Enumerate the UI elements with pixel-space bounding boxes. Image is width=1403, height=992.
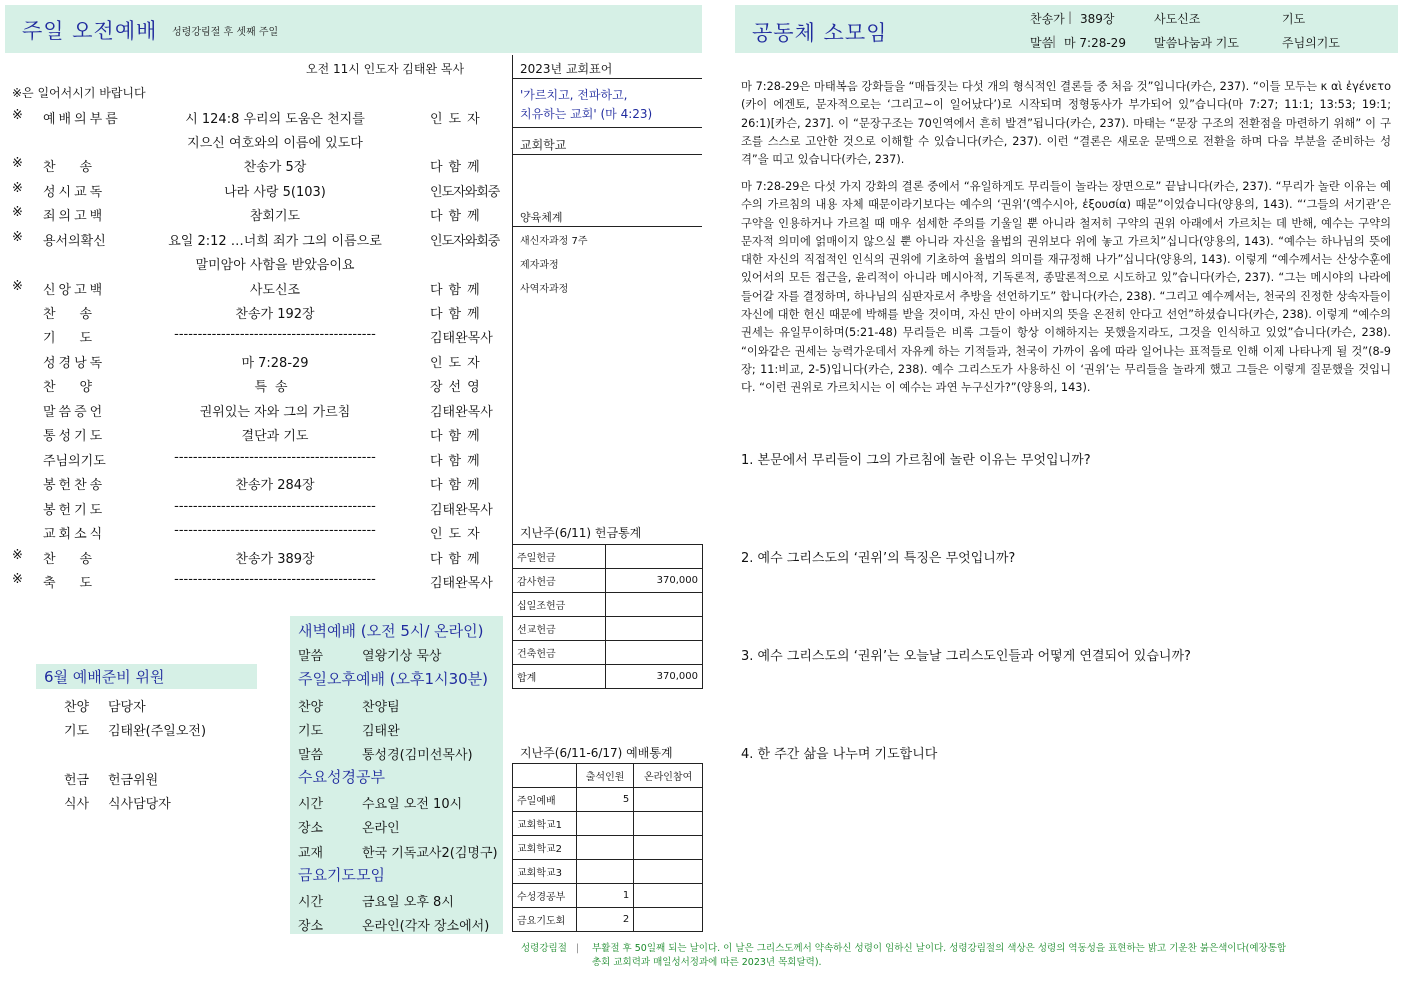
footer-label: 성령강림절 — [521, 943, 567, 954]
order-item-name: 주님의기도 — [43, 454, 106, 469]
committee-value: 헌금위원 — [108, 773, 159, 788]
study-paragraph-2: 마 7:28-29은 다섯 가지 강화의 결론 중에서 “유일하게도 무리들이 놀라는 장면으로” 끝납니다(카슨, 237). “무리가 놀란 이유는 예수의 가르침의 내용 자체 때문이라기보다는 예수의 ‘권위’(엑수시아, ἐξουσία) 때문”이었습니다(양용의, 143). “‘그들의 서기관’은 구약을 인용하거나 가르칠 때 매우 섬세한 주의를 기울일 뿐 아니라 철저히 구약의 권위 아래에서 가르치는 데 반해, 예수는 구약의 문자적 의미에 얽매이지 않으실 뿐 아니라 자신을 율법의 권위보다 위에 놓고 가르치”십니다(양용의, 143). “예수는 하나님의 뜻에 대한 자신의 직접적인 인식의 권위에 기초하여 율법의 의미를 재규정해 나가”십니다(양용의, 143). 이렇게 “예수께서는 산상수훈에 있어서의 모든 접근을, 윤리적이 아니라 메시아적, 기독론적, 종말론적으로 시도하고 있”습니다(카슨, 237). “그는 메시야의 나라에 들어갈 자를 결정하며, 하나님의 심판자로서 추방을 선언하기도” 합니다(카슨, 238). “그리고 예수께서는, 천국의 진정한 상속자들이 자신에 대한 헌신 때문에 박해를 받을 것이며, 자신 만이 아버지의 뜻을 온전히 안다고 선언”하셨습니다(카슨, 238). 이렇게 “예수의 권세는 유일무이하며(5:21-48) 무리들은 비록 그들이 항상 이해하지는 못했을지라도, 그것을 인식하고 있었”습니다(카슨, 238). “이와같은 권세는 능력가운데서 자유케 하는 기적들과, 천국이 가까이 옴에 따라 일어나는 표적들로 인해 이제 나타나게 될 것”(8-9장; 11:비교, 2-5)입니다(카슨, 238). 예수 그리스도가 사용하신 이 ‘권위’는 무리들을 놀라게 했고 그들은 이렇게 질문했을 것입니다. “이런 권위로 가르치시는 이 예수는 과연 누구신가?”(양용의, 143). — [741, 180, 1391, 395]
order-item-name: 성경낭독 — [43, 356, 106, 371]
service-label: 장소 — [298, 821, 324, 836]
footer-divider: | — [576, 943, 580, 954]
committee-label: 식사 — [64, 797, 90, 812]
order-item-name: 용서의확신 — [43, 234, 106, 249]
education-item: 사역자과정 — [520, 284, 569, 295]
order-item-leader: 인도자 — [430, 527, 486, 542]
order-item-content: ------------------------------------------- — [174, 572, 376, 587]
order-row — [10, 397, 506, 421]
order-item-name: 말씀증언 — [43, 405, 106, 420]
order-row: ※ 신앙고백 사도신조 다함께 — [10, 275, 506, 299]
order-row: ※ 축도 ------------------------------------------- 김태완목사 — [10, 568, 506, 592]
discussion-question: 2. 예수 그리스도의 ‘권위’의 특징은 무엇입니까? — [741, 551, 1016, 566]
table-row: 건축헌금 — [513, 641, 703, 665]
table-row: 선교헌금 — [513, 617, 703, 641]
order-item-content: 말미암아 사함을 받았음이요 — [195, 258, 355, 273]
order-item-leader: 다함께 — [430, 307, 486, 322]
order-item-content: ------------------------------------------- — [174, 450, 376, 465]
committee-label: 헌금 — [64, 773, 90, 788]
order-row — [10, 128, 506, 152]
service-value: 열왕기상 묵상 — [362, 649, 442, 664]
afternoon-service-title: 주일오후예배 (오후1시30분) — [298, 670, 489, 688]
header-scripture-value: 마 7:28-29 — [1064, 36, 1126, 50]
offering-table — [512, 544, 703, 689]
order-item-name: 성시교독 — [43, 185, 106, 200]
order-row — [10, 519, 506, 543]
order-divider — [512, 55, 513, 599]
order-row — [10, 348, 506, 372]
motto-rule — [512, 78, 702, 79]
order-row: ※ 예배의부름 시 124:8 우리의 도움은 천지를 인도자 — [10, 104, 506, 128]
service-label: 장소 — [298, 919, 324, 934]
service-value: 온라인(각자 장소에서) — [362, 919, 490, 934]
service-label: 찬양 — [298, 700, 324, 715]
service-value: 김태완 — [362, 724, 400, 739]
service-label: 교재 — [298, 846, 324, 861]
table-row: 십일조헌금 — [513, 593, 703, 617]
order-item-name: 기도 — [43, 331, 117, 346]
left-page-subtitle: 성령강림절 후 셋째 주일 — [172, 27, 279, 38]
order-item-leader: 다함께 — [430, 209, 486, 224]
order-item-leader: 인도자와회중 — [430, 234, 500, 249]
order-row: ※ 용서의확신 요일 2:12 …너희 죄가 그의 이름으로 인도자와회중 — [10, 226, 506, 250]
order-item-content: 지으신 여호와의 이름에 있도다 — [187, 136, 363, 151]
header-divider-2: | — [1052, 34, 1057, 48]
table-row: 주일헌금 — [513, 545, 703, 569]
footer-line-2: 총회 교회력과 매일성서정과에 따른 2023년 목회달력). — [592, 957, 822, 968]
service-value: 찬양팀 — [362, 700, 400, 715]
order-item-content: 찬송가 5장 — [243, 160, 307, 175]
order-item-leader: 다함께 — [430, 478, 486, 493]
left-page-title: 주일 오전예배 — [22, 19, 158, 43]
order-item-name: 봉헌기도 — [43, 503, 106, 518]
order-item-content: 마 7:28-29 — [241, 356, 309, 371]
service-value: 통성경(김미선목사) — [362, 748, 473, 763]
order-row — [10, 299, 506, 323]
order-item-name: 찬송 — [43, 307, 117, 322]
order-item-content: 사도신조 — [249, 283, 301, 298]
committee-label: 기도 — [64, 724, 90, 739]
committee-value: 김태완(주일오전) — [108, 724, 207, 739]
order-item-content: 권위있는 자와 그의 가르침 — [199, 405, 351, 420]
education-rule — [512, 226, 702, 227]
order-row — [10, 372, 506, 396]
service-label: 기도 — [298, 724, 324, 739]
order-item-content: ------------------------------------------- — [174, 499, 376, 514]
order-item-leader: 다함께 — [430, 552, 486, 567]
order-item-name: 예배의부름 — [43, 112, 121, 127]
motto-line-2: 치유하는 교회' (마 4:23) — [520, 107, 653, 121]
order-item-content: 나라 사랑 5(103) — [224, 185, 326, 200]
table-row: 출석인원 온라인참여 — [513, 764, 703, 788]
order-row: ※ 성시교독 나라 사랑 5(103) 인도자와회중 — [10, 177, 506, 201]
order-row: ※ 죄의고백 참회기도 다함께 — [10, 201, 506, 225]
table-row: 교회학교2 — [513, 836, 703, 860]
order-item-content: ------------------------------------------- — [174, 327, 376, 342]
footer-line-1: 부활절 후 50일째 되는 날이다. 이 날은 그리스도께서 약속하신 성령이 임하신 날이다. 성령강림절의 색상은 성령의 역동성을 표현하는 밝고 기운찬 붉은색이다(예장통합 — [592, 943, 1287, 954]
table-row: 금요기도회 2 — [513, 908, 703, 932]
order-item-leader: 김태완목사 — [430, 503, 493, 518]
order-item-content: 요일 2:12 …너희 죄가 그의 이름으로 — [168, 234, 382, 249]
service-label: 말씀 — [298, 748, 324, 763]
order-item-content: 찬송가 192장 — [235, 307, 315, 322]
service-value: 수요일 오전 10시 — [362, 797, 463, 812]
order-row — [10, 446, 506, 470]
committee-value: 담당자 — [108, 700, 146, 715]
service-label: 시간 — [298, 797, 324, 812]
wednesday-study-title: 수요성경공부 — [298, 768, 385, 786]
order-row — [10, 323, 506, 347]
header-prayer: 기도 — [1282, 12, 1306, 26]
header-hymn-label: 찬송가 — [1030, 12, 1065, 26]
school-rule — [512, 154, 702, 155]
discussion-question: 3. 예수 그리스도의 ‘권위’는 오늘날 그리스도인들과 어떻게 연결되어 있습니까? — [741, 649, 1191, 664]
order-item-content: 시 124:8 우리의 도움은 천지를 — [185, 112, 365, 127]
order-item-name: 죄의고백 — [43, 209, 106, 224]
order-item-content: 결단과 기도 — [241, 429, 309, 444]
order-item-content: 특송 — [254, 380, 296, 395]
table-row: 교회학교1 — [513, 812, 703, 836]
order-item-name: 찬송 — [43, 160, 117, 175]
attendance-table — [512, 763, 703, 932]
table-row: 합계 370,000 — [513, 665, 703, 689]
standing-note: ※은 일어서시기 바랍니다 — [12, 86, 146, 100]
order-row — [10, 250, 506, 274]
discussion-question: 1. 본문에서 무리들이 그의 가르침에 놀란 이유는 무엇입니까? — [741, 453, 1091, 468]
header-divider: | — [1068, 10, 1073, 24]
order-item-leader: 김태완목사 — [430, 576, 493, 591]
order-item-leader: 인도자와회중 — [430, 185, 500, 200]
order-row — [10, 470, 506, 494]
order-item-leader: 다함께 — [430, 429, 486, 444]
service-value: 한국 기독교사2(김명구) — [362, 846, 498, 861]
education-item: 새신자과정 7주 — [520, 236, 588, 247]
order-item-name: 통성기도 — [43, 429, 106, 444]
header-lords-prayer: 주님의기도 — [1282, 36, 1340, 50]
committee-label: 찬양 — [64, 700, 90, 715]
order-item-leader: 다함께 — [430, 160, 486, 175]
right-page-title: 공동체 소모임 — [752, 21, 888, 45]
table-row: 감사헌금 370,000 — [513, 569, 703, 593]
header-creed: 사도신조 — [1154, 12, 1201, 26]
order-item-content: 찬송가 284장 — [235, 478, 315, 493]
order-item-name: 교회소식 — [43, 527, 106, 542]
order-item-content: 참회기도 — [249, 209, 301, 224]
order-item-leader: 다함께 — [430, 454, 486, 469]
header-scripture-label: 말씀 — [1030, 36, 1054, 50]
order-item-name: 축도 — [43, 576, 117, 591]
order-item-leader: 장선영 — [430, 380, 486, 395]
friday-prayer-title: 금요기도모임 — [298, 866, 385, 884]
study-paragraph-1: 마 7:28-29은 마태복음 강화들을 “매듭짓는 다섯 개의 형식적인 결론들 중 처음 것”입니다(카슨, 237). “이들 모두는 κ αὶ ἐγένετο (카이 에겐토, 문자적으로는 ‘그리고~이 일어났다’)로 시작되며 정형동사가 부가되어 있”습니다(마 7:27; 11:1; 13:53; 19:1; 26:1)[카슨, 237]. 이 “문장구조는 70인역에서 흔히 발견”됩니다(카슨, 237). 마태는 “문장 구조의 전환점을 마련하기 위해” 이 구조를 스스로 고안한 것으로 이해할 수 있습니다(카슨, 237). 이런 “결론은 새로운 문맥으로 전환을 하며 다음 부분을 준비하는 성격”을 띠고 있습니다(카슨, 237). — [741, 80, 1391, 167]
table-row: 교회학교3 — [513, 860, 703, 884]
motto-bottom-rule — [512, 127, 702, 128]
committee-title: 6월 예배준비 위원 — [44, 668, 165, 686]
order-item-leader: 김태완목사 — [430, 331, 493, 346]
order-item-name: 봉헌찬송 — [43, 478, 106, 493]
order-item-name: 찬송 — [43, 552, 117, 567]
motto-title: 2023년 교회표어 — [520, 62, 613, 76]
order-item-name: 찬양 — [43, 380, 117, 395]
service-value: 금요일 오후 8시 — [362, 895, 454, 910]
service-time: 오전 11시 인도자 김태완 목사 — [306, 62, 465, 76]
order-item-leader: 인도자 — [430, 356, 486, 371]
motto-line-1: '가르치고, 전파하고, — [520, 88, 628, 102]
order-item-content: ------------------------------------------- — [174, 523, 376, 538]
order-row: ※ 찬송 찬송가 5장 다함께 — [10, 152, 506, 176]
table-row: 수성경공부 1 — [513, 884, 703, 908]
dawn-service-title: 새벽예배 (오전 5시/ 온라인) — [298, 622, 484, 640]
order-item-leader: 인도자 — [430, 112, 486, 127]
order-row: ※ 찬송 찬송가 389장 다함께 — [10, 544, 506, 568]
service-value: 온라인 — [362, 821, 400, 836]
order-row — [10, 421, 506, 445]
order-row — [10, 495, 506, 519]
service-label: 말씀 — [298, 649, 324, 664]
order-item-name: 신앙고백 — [43, 283, 106, 298]
committee-value: 식사담당자 — [108, 797, 171, 812]
offering-title: 지난주(6/11) 헌금통계 — [520, 526, 642, 540]
education-item: 제자과정 — [520, 260, 559, 271]
church-school-label: 교회학교 — [520, 138, 567, 152]
header-hymn-value: 389장 — [1080, 12, 1115, 26]
header-sharing: 말씀나눔과 기도 — [1154, 36, 1239, 50]
attendance-title: 지난주(6/11-6/17) 예배통계 — [520, 746, 673, 760]
table-row: 주일예배 5 — [513, 788, 703, 812]
discussion-question: 4. 한 주간 삶을 나누며 기도합니다 — [741, 747, 938, 762]
service-label: 시간 — [298, 895, 324, 910]
order-item-leader: 다함께 — [430, 283, 486, 298]
order-item-content: 찬송가 389장 — [235, 552, 315, 567]
education-title: 양육체계 — [520, 211, 563, 224]
order-item-leader: 김태완목사 — [430, 405, 493, 420]
